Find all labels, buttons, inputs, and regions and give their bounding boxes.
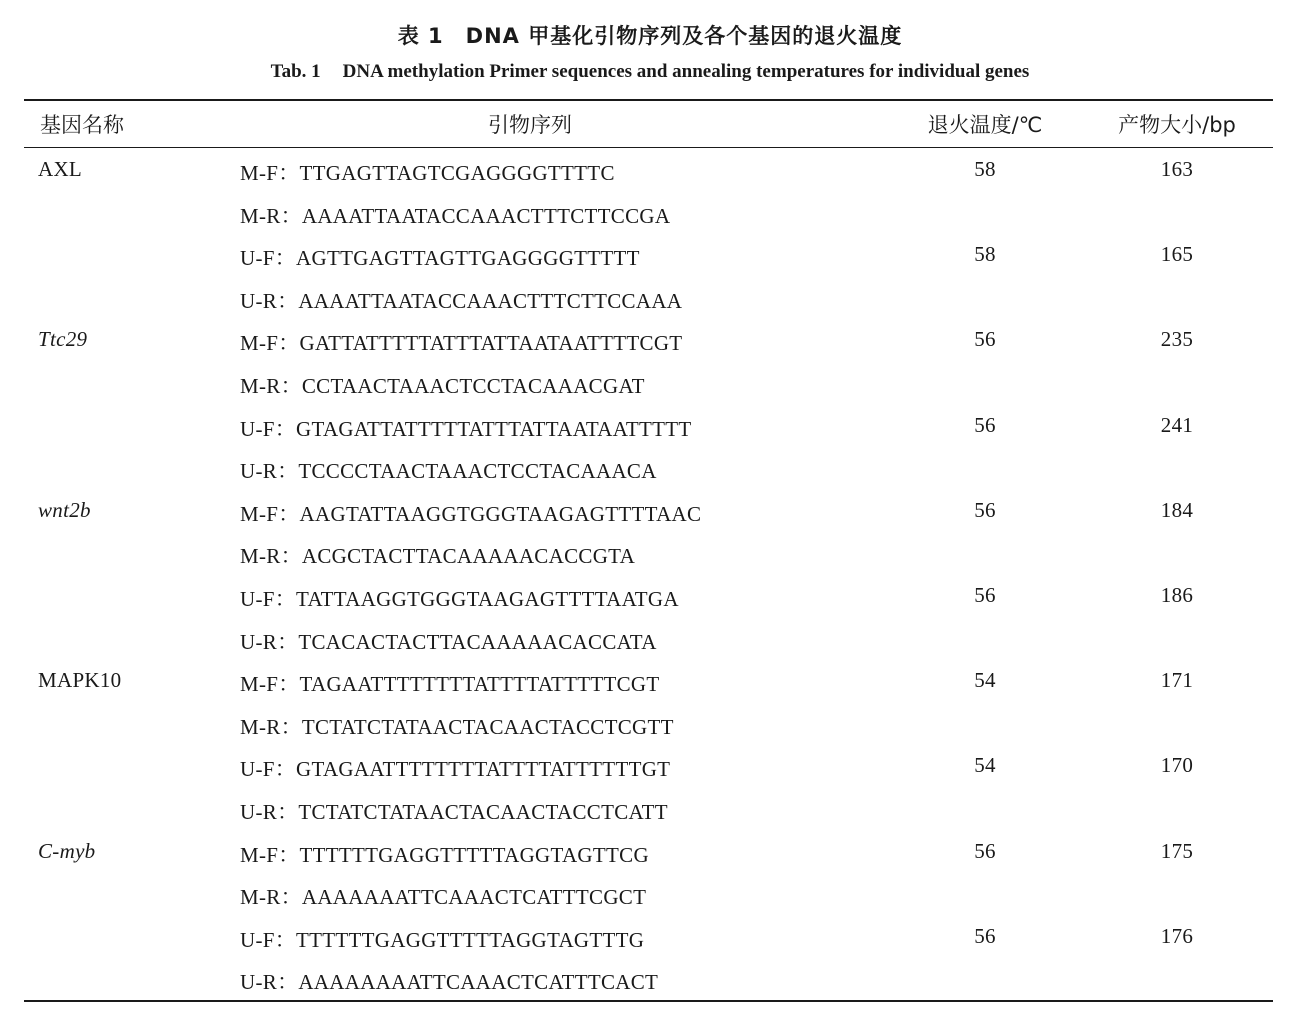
primer-sequence-cell: M-F：TTGAGTTAGTCGAGGGGTTTTC <box>240 161 615 185</box>
gene-name-cell: C-myb <box>38 838 96 863</box>
primer-sequence-cell: M-R：AAAATTAATACCAAACTTTCTTCCGA <box>240 203 671 228</box>
table-row <box>0 191 1300 234</box>
table-row <box>0 318 1300 361</box>
table-row <box>0 276 1300 319</box>
header-gene-name: 基因名称 <box>40 113 124 137</box>
primer-sequence-cell: U-R：AAAAAAAATTCAAACTCATTTCACT <box>240 970 659 995</box>
primer-sequence-cell: M-R：ACGCTACTTACAAAAACACCGTA <box>240 544 636 569</box>
product-size-cell: 235 <box>1160 327 1194 352</box>
table-row <box>0 659 1300 702</box>
product-size-cell: 171 <box>1160 668 1194 693</box>
primer-sequence-cell: U-R：TCACACTACTTACAAAAACACCATA <box>240 629 657 654</box>
annealing-temperature-cell: 56 <box>974 497 996 522</box>
table-row <box>0 787 1300 830</box>
primer-sequence-cell: U-F：GTAGAATTTTTTTTATTTTATTTTTTGT <box>240 757 671 782</box>
table-title-english: DNA methylation Primer sequences and annealing temperatures for individual genes <box>342 61 1030 82</box>
gene-name-cell: AXL <box>38 157 83 181</box>
product-size-cell: 175 <box>1160 838 1194 863</box>
table-top-rule <box>24 99 1273 101</box>
primer-sequence-cell: U-F：TTTTTTGAGGTTTTTAGGTAGTTTG <box>240 927 645 952</box>
table-bottom-rule <box>24 1000 1273 1002</box>
annealing-temperature-cell: 54 <box>974 668 996 693</box>
table-caption-english <box>0 61 1300 83</box>
table-row <box>0 744 1300 787</box>
primer-sequence-cell: M-F：AAGTATTAAGGTGGGTAAGAGTTTTAAC <box>240 501 702 526</box>
header-annealing-temperature: 退火温度/℃ <box>927 113 1043 137</box>
table-body <box>0 148 1300 1000</box>
header-primer-sequence: 引物序列 <box>488 113 572 137</box>
annealing-temperature-cell: 54 <box>974 753 996 778</box>
table-row <box>0 361 1300 404</box>
table-label-english: Tab. 1 <box>270 61 321 82</box>
primer-sequence-cell: U-F：GTAGATTATTTTTATTTATTAATAATTTTT <box>240 416 692 441</box>
table-row <box>0 489 1300 532</box>
gene-name-cell: wnt2b <box>38 497 91 522</box>
table-row <box>0 617 1300 660</box>
gene-name-cell: MAPK10 <box>38 668 122 693</box>
gene-name-cell: Ttc29 <box>38 327 88 352</box>
table-row <box>0 702 1300 745</box>
product-size-cell: 241 <box>1160 412 1194 437</box>
annealing-temperature-cell: 56 <box>974 838 996 863</box>
table-caption-chinese <box>0 20 1300 50</box>
primer-sequence-cell: U-R：TCCCCTAACTAAACTCCTACAAACA <box>240 459 657 484</box>
primer-sequence-cell: M-F：TAGAATTTTTTTTATTTTATTTTTCGT <box>240 672 660 697</box>
primer-sequence-cell: M-F：TTTTTTGAGGTTTTTAGGTAGTTCG <box>240 842 649 867</box>
table-title-chinese: DNA 甲基化引物序列及各个基因的退火温度 <box>465 24 903 48</box>
table-row <box>0 915 1300 958</box>
table-row <box>0 446 1300 489</box>
primer-sequence-cell: U-F：AGTTGAGTTAGTTGAGGGGTTTTT <box>240 246 640 271</box>
primer-sequence-cell: U-F：TATTAAGGTGGGTAAGAGTTTTAATGA <box>240 586 679 611</box>
product-size-cell: 176 <box>1160 923 1194 948</box>
table-row <box>0 830 1300 873</box>
product-size-cell: 184 <box>1160 497 1194 522</box>
table-label-chinese: 表 1 <box>397 24 444 48</box>
table-row <box>0 957 1300 1000</box>
table-row <box>0 872 1300 915</box>
annealing-temperature-cell: 56 <box>974 412 996 437</box>
product-size-cell: 165 <box>1160 242 1194 267</box>
primer-sequence-cell: M-R：AAAAAAATTCAAACTCATTTCGCT <box>240 885 647 910</box>
table-row <box>0 574 1300 617</box>
primer-sequence-cell: U-R：AAAATTAATACCAAACTTTCTTCCAAA <box>240 288 683 313</box>
table-row <box>0 404 1300 447</box>
header-product-size: 产物大小/bp <box>1118 113 1236 137</box>
table-row <box>0 531 1300 574</box>
primer-sequence-cell: U-R：TCTATCTATAACTACAACTACCTCATT <box>240 799 668 824</box>
annealing-temperature-cell: 58 <box>974 242 996 267</box>
annealing-temperature-cell: 56 <box>974 327 996 352</box>
annealing-temperature-cell: 56 <box>974 582 996 607</box>
primer-sequence-cell: M-R：TCTATCTATAACTACAACTACCTCGTT <box>240 714 674 739</box>
table-row <box>0 233 1300 276</box>
annealing-temperature-cell: 56 <box>974 923 996 948</box>
product-size-cell: 186 <box>1160 582 1194 607</box>
table-row <box>0 148 1300 191</box>
annealing-temperature-cell: 58 <box>974 157 996 181</box>
primer-sequence-cell: M-F：GATTATTTTTATTTATTAATAATTTTCGT <box>240 331 683 356</box>
primer-sequence-cell: M-R：CCTAACTAAACTCCTACAAACGAT <box>240 373 645 398</box>
product-size-cell: 170 <box>1160 753 1194 778</box>
product-size-cell: 163 <box>1160 157 1194 181</box>
